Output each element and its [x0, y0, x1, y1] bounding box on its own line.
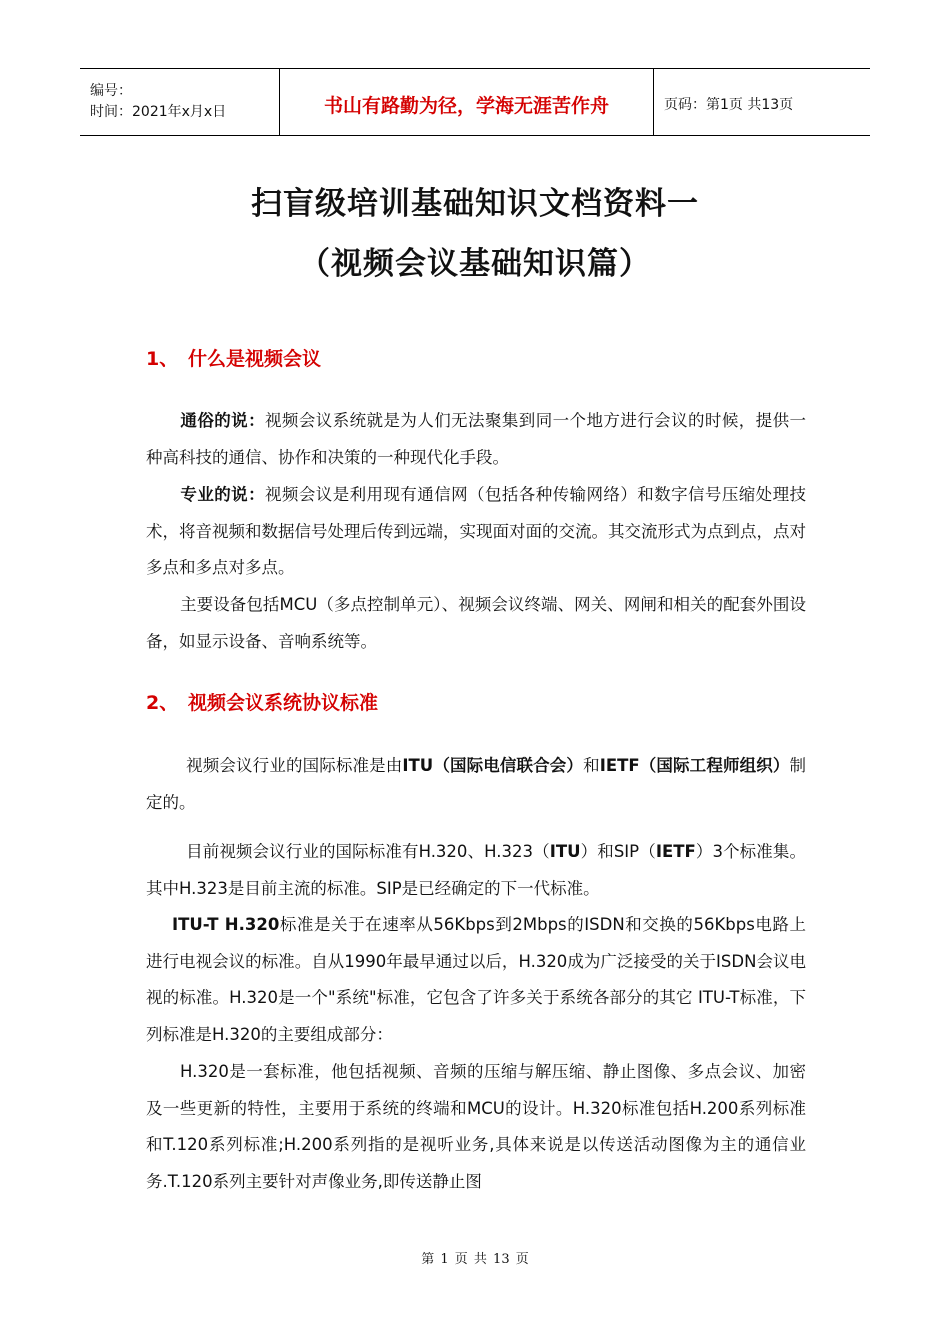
- text-run: 制定的。: [146, 756, 807, 812]
- paragraph-standards-bodies: [146, 748, 806, 821]
- section-heading-2: [146, 688, 378, 715]
- paragraph-h320-intro: [146, 907, 806, 1053]
- header-meta-cell: [80, 69, 280, 135]
- paragraph-h320-detail: [146, 1054, 806, 1200]
- section-heading-1: [146, 344, 321, 371]
- text-run: ）3个标准集。其中H.323是目前主流的标准。SIP是已经确定的下一代标准。: [146, 842, 806, 898]
- page-footer: 第 1 页 共 13 页: [421, 1252, 529, 1267]
- text-run: 和: [583, 756, 600, 775]
- bold-itu: ITU（国际电信联合会）: [402, 756, 584, 775]
- bold-lead: ITU-T H.320: [172, 915, 280, 934]
- bold-ietf: IETF: [655, 842, 696, 861]
- paragraph-professional-definition: [146, 477, 806, 587]
- bold-lead: 专业的说：: [180, 485, 266, 504]
- section-title: 什么是视频会议: [188, 348, 322, 370]
- bold-lead: 通俗的说：: [180, 411, 266, 430]
- paragraph-text: 标准是关于在速率从56Kbps到2Mbps的ISDN和交换的56Kbps电路上进行电视会议的标准。自从1990年最早通过以后，H.320成为广泛接受的关于ISDN会议电视的标准。H.320是一个"系统"标准，它包含了许多关于系统各部分的其它 ITU-T标准，下列标准是H.320的主要组成部分：: [146, 915, 806, 1044]
- paragraph-popular-definition: [146, 403, 806, 476]
- section-number: 1、: [146, 348, 179, 370]
- document-number-label: 编号：: [90, 83, 132, 99]
- section-number: 2、: [146, 692, 179, 714]
- section-title: 视频会议系统协议标准: [188, 692, 379, 714]
- bold-ietf: IETF（国际工程师组织）: [599, 756, 790, 775]
- text-run: ）和SIP（: [580, 842, 656, 861]
- paragraph-text: 主要设备包括MCU（多点控制单元）、视频会议终端、网关、网闸和相关的配套外围设备，如显示设备、音响系统等。: [146, 595, 806, 651]
- text-run: 视频会议行业的国际标准是由: [186, 756, 403, 775]
- page-header: [80, 68, 870, 136]
- document-title: 扫盲级培训基础知识文档资料一: [251, 186, 699, 222]
- paragraph-text: 视频会议是利用现有通信网（包括各种传输网络）和数字信号压缩处理技术，将音视频和数据信号处理后传到远端，实现面对面的交流。其交流形式为点到点，点对多点和多点对多点。: [146, 485, 807, 577]
- paragraph-text: 视频会议系统就是为人们无法聚集到同一个地方进行会议的时候，提供一种高科技的通信、协作和决策的一种现代化手段。: [146, 411, 807, 467]
- bold-itu: ITU: [549, 842, 581, 861]
- paragraph-standard-sets: [146, 834, 806, 907]
- document-subtitle: （视频会议基础知识篇）: [299, 246, 651, 282]
- paragraph-text: H.320是一套标准，他包括视频、音频的压缩与解压缩、静止图像、多点会议、加密及一些更新的特性，主要用于系统的终端和MCU的设计。H.320标准包括H.200系列标准和T.120系列标准;H.200系列指的是视听业务,具体来说是以传送活动图像为主的通信业务.T.120系列主要针对声像业务,即传送静止图: [146, 1062, 806, 1191]
- header-motto: 书山有路勤为径，学海无涯苦作舟: [280, 69, 654, 135]
- header-page-info: 页码：第1页 共13页: [664, 97, 794, 113]
- text-run: 目前视频会议行业的国际标准有H.320、H.323（: [186, 842, 550, 861]
- paragraph-main-equipment: [146, 587, 806, 660]
- document-time-label: 时间：2021年x月x日: [90, 104, 227, 120]
